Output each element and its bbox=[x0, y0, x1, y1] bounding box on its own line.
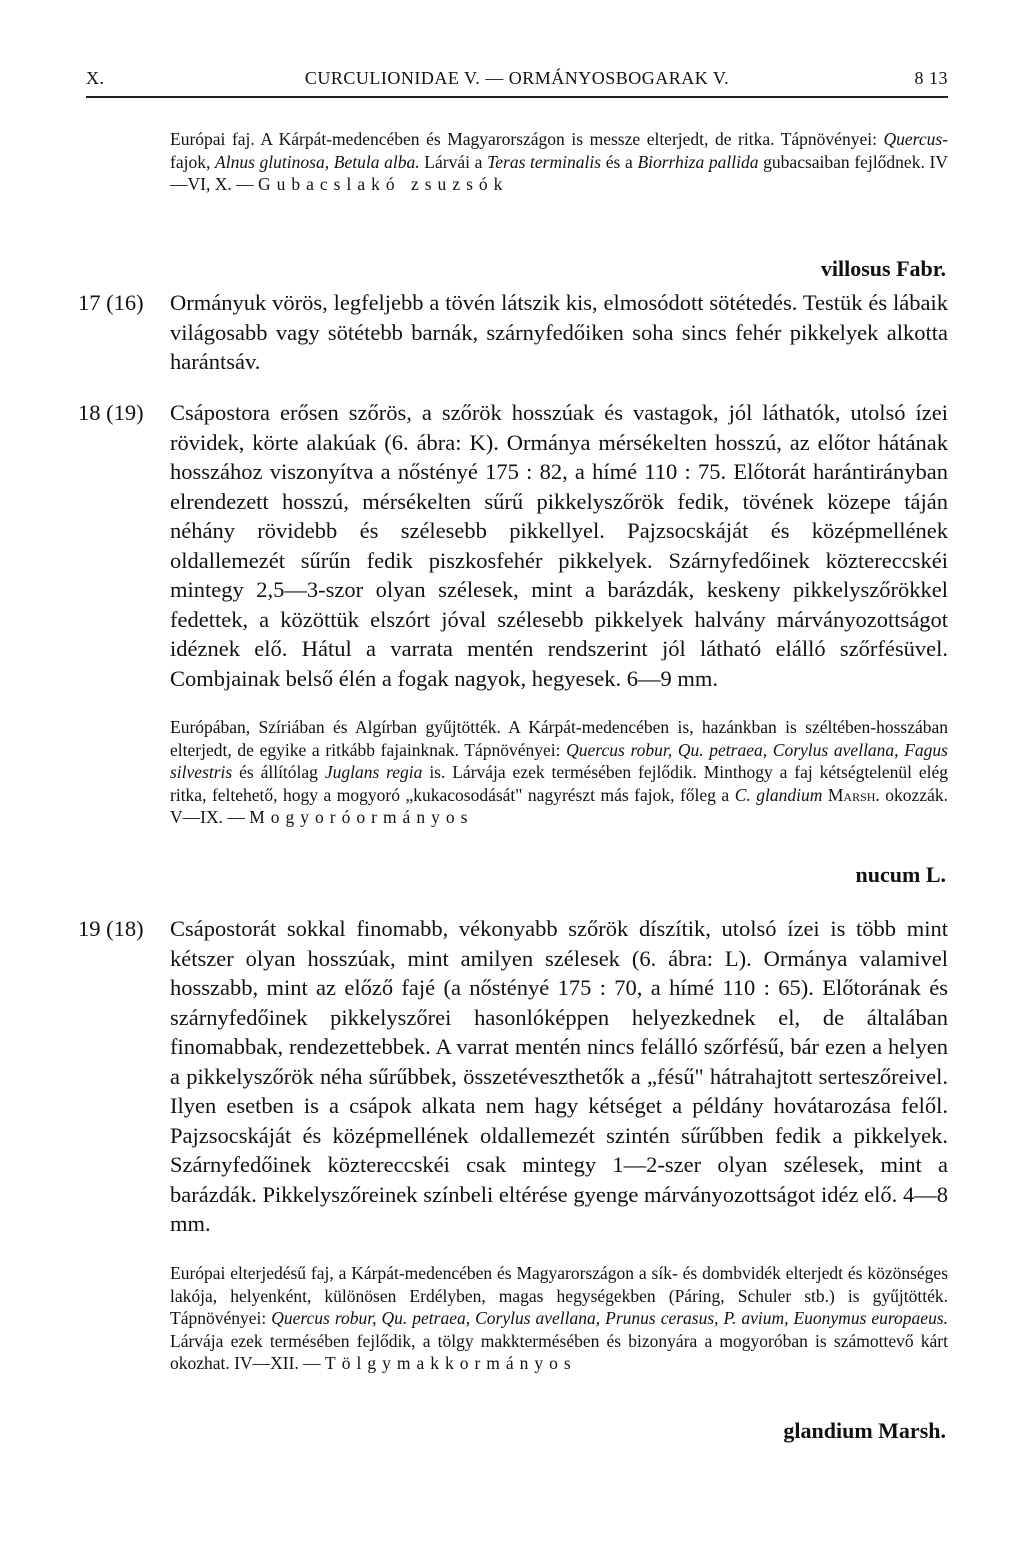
species-note-nucum bbox=[170, 716, 948, 829]
common-name: Tölgymakkormányos bbox=[325, 1353, 577, 1373]
couplet-text-17: Ormányuk vörös, legfeljebb a tövén látszik kis, elmosódott sötétedés. Testük és lábaik világosabb vagy sötétebb barnák, szárnyfedőiken soha sincs fehér pikkelyek alkotta harántsáv. bbox=[170, 290, 948, 374]
note-text: okozzák. V—IX. — bbox=[170, 784, 948, 827]
note-italic: Juglans regia bbox=[324, 762, 423, 782]
note-italic: Teras terminalis bbox=[487, 151, 602, 172]
running-header bbox=[86, 60, 948, 98]
author-name: Marsh. bbox=[827, 784, 880, 805]
header-page-number: 8 13 bbox=[914, 68, 948, 88]
note-italic: Alnus glutinosa, Betula alba. bbox=[215, 151, 420, 172]
note-text: Európai faj. A Kárpát-medencében és Magyarországon is messze elterjedt, de ritka. Tápnövényei: bbox=[170, 129, 884, 149]
note-text: Európai elterjedésű faj, a Kárpát-medencében és Magyarországon a sík- és dombvidék elterjedt és közönséges lakója, helyenként, különösen Erdélyben, magas hegységekben (Páring, Schuler stb.) is gyűjtötték. Tápnövényei: bbox=[170, 1263, 948, 1328]
species-label: glandium Marsh. bbox=[783, 1418, 946, 1443]
note-italic: C. glandium bbox=[734, 784, 823, 805]
couplet-number-17: 17 (16) bbox=[78, 290, 144, 315]
header-section-number: X. bbox=[86, 68, 105, 88]
note-italic: Biorrhiza pallida bbox=[637, 151, 759, 172]
species-name-nucum bbox=[856, 862, 946, 888]
couplet-text-18: Csápostora erősen szőrös, a szőrök hosszúak és vastagok, jól láthatók, utolsó ízei rövidek, körte alakúak (6. ábra: K). Ormánya mérsékelten hosszú, az előtor hátának hosszához viszonyítva a nőstényé 175 : 82, a hímé 110 : 75. Előtorát harántirányban elrendezett hosszú, mérsékelten sűrű pikkelyszőrök fedik, tövének közepe táján néhány rövidebb és szélesebb pikkellyel. Pajzsocskáját és középmellének oldallemezét sűrűn fedik piszkosfehér pikkelyek. Szárnyfedőinek köztereccskéi mintegy 2,5—3-szor olyan szélesek, mint a barázdák, keskeny pikkelyszőrökkel fedettek, a közöttük elszórt jóval szélesebb pikkelyek halvány márványozottságot idéznek elő. Hátul a varrata mentén rendszerint jól látható elálló szőrfésüvel. Combjainak belső élén a fogak nagyok, hegyesek. 6—9 mm. bbox=[170, 400, 948, 691]
note-text: és a bbox=[601, 151, 638, 172]
species-name-glandium bbox=[783, 1418, 946, 1444]
note-italic: Quercus robur, Qu. petraea, Corylus avellana, Fagus silvestris bbox=[170, 739, 948, 782]
species-label: nucum L. bbox=[855, 862, 946, 887]
couplet-number-18: 18 (19) bbox=[78, 400, 144, 425]
common-name: Gubacslakó zsuzsók bbox=[257, 174, 509, 194]
common-name: Mogyoróormányos bbox=[249, 807, 474, 827]
note-text: -fajok, bbox=[170, 129, 948, 172]
note-text: gubacsaiban fejlődnek. IV—VI, X. — bbox=[170, 151, 948, 194]
note-text: és állítólag bbox=[232, 762, 325, 782]
couplet-text-19: Csápostorát sokkal finomabb, vékonyabb szőrök díszítik, utolsó ízei is több mint kétszer olyan hosszúak, mint amilyen szélesek (6. ábra: L). Ormánya valamivel hosszabb, mint az előző fajé (a nőstényé 175 : 70, a hímé 110 : 65). Előtorának és szárnyfedőinek pikkelyszőrei hasonlóképpen helyezkednek el, de általában finomabbak, rendezettebbek. A varrat mentén nincs felálló szőrfésű, bár ezen a helyen a pikkelyszőrök néha sűrűbbek, összetéveszthetők a „fésű" hátrahajtott serteszőreivel. Ilyen esetben is a csápok alkata nem hagy kétséget a példány hovátarozása felől. Pajzsocskáját és középmellének oldallemezét szintén sűrűbben fedik a pikkelyek. Szárnyfedőinek köztereccskéi csak mintegy 1—2-szer olyan szélesek, mint a barázdák. Pikkelyszőreinek színbeli eltérése gyenge márványozottságot idéz elő. 4—8 mm. bbox=[170, 916, 948, 1236]
species-label: villosus Fabr. bbox=[820, 256, 946, 281]
note-text: Lárvái a bbox=[419, 151, 488, 172]
species-note-glandium bbox=[170, 1262, 948, 1375]
note-italic: Quercus robur, Qu. petraea, Corylus avellana, Prunus cerasus, P. avium, Euonymus europaeus. bbox=[271, 1308, 949, 1328]
note-italic: Quercus bbox=[883, 129, 943, 149]
note-text: Lárvája ezek termésében fejlődik, a tölgy makktermésében és bizonyára a mogyoróban is számottevő kárt okozhat. IV—XII. — bbox=[170, 1330, 948, 1373]
couplet-number-19: 19 (18) bbox=[78, 916, 144, 941]
species-note-villosus bbox=[170, 128, 948, 196]
species-name-villosus bbox=[821, 256, 946, 282]
note-text: is. Lárvája ezek termésében fejlődik. Minthogy a faj kétségtelenül elég ritka, feltehető, hogy a mogyoró „kukacosodását" nagyrészt más fajok, főleg a bbox=[170, 762, 948, 805]
header-title: CURCULIONIDAE V. — ORMÁNYOSBOGARAK V. bbox=[304, 68, 730, 88]
note-text: Európában, Szíriában és Algírban gyűjtötték. A Kárpát-medencében is, hazánkban is széltében-hosszában elterjedt, de egyike a ritkább fajainknak. Tápnövényei: bbox=[170, 717, 948, 760]
